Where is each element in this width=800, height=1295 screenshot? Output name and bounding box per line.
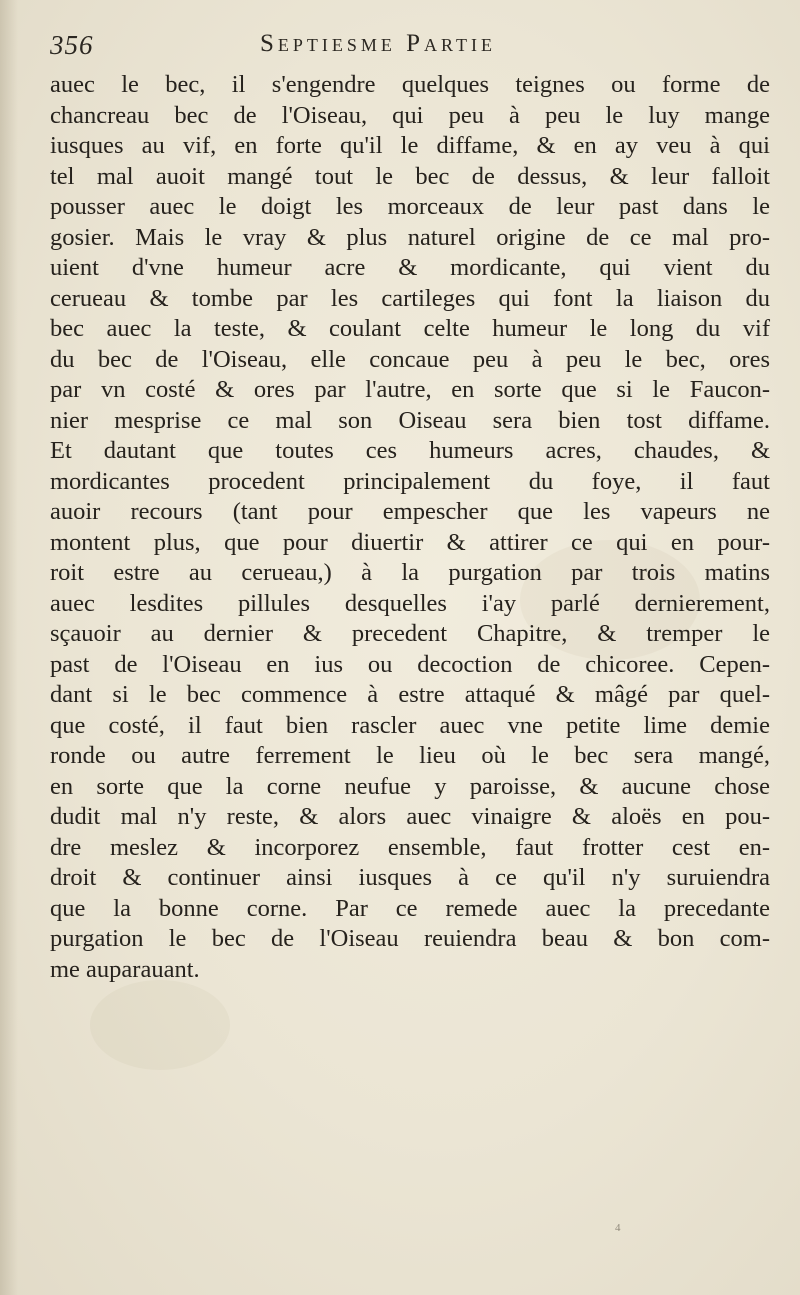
text-line: uient d'vne humeur acre & mordicante, qui vient du	[50, 254, 770, 281]
text-line: me auparauant.	[50, 955, 200, 983]
running-head	[50, 28, 750, 68]
text-line: purgation le bec de l'Oiseau reuiendra beau & bon com-	[50, 925, 770, 952]
text-line: chancreau bec de l'Oiseau, qui peu à peu le luy mange	[50, 101, 770, 129]
text-line: nier mesprise ce mal son Oiseau sera bien tost diffame.	[50, 406, 770, 434]
text-line: dre meslez & incorporez ensemble, faut frotter cest en-	[50, 833, 770, 861]
text-line: dant si le bec commence à estre attaqué & mâgé par quel-	[50, 681, 770, 708]
paper-stain	[90, 980, 230, 1070]
text-line: Et dautant que toutes ces humeurs acres, chaudes, &	[50, 437, 770, 464]
page-gutter-shadow	[0, 0, 18, 1295]
footer-mark: 4	[615, 1222, 621, 1234]
text-line: tel mal auoit mangé tout le bec de dessus, & leur falloit	[50, 162, 770, 190]
page-number: 356	[50, 30, 94, 60]
text-line: mordicantes procedent principalement du foye, il faut	[50, 467, 770, 495]
text-line: pousser auec le doigt les morceaux de leur past dans le	[50, 193, 770, 220]
text-line: auec le bec, il s'engendre quelques teignes ou forme de	[50, 71, 770, 98]
text-line: gosier. Mais le vray & plus naturel origine de ce mal pro-	[50, 223, 770, 251]
text-line: ronde ou autre ferrement le lieu où le bec sera mangé,	[50, 742, 770, 769]
text-line: que la bonne corne. Par ce remede auec la precedante	[50, 894, 770, 922]
text-line: auec lesdites pillules desquelles i'ay parlé dernierement,	[50, 589, 770, 617]
text-line: bec auec la teste, & coulant celte humeur le long du vif	[50, 315, 770, 342]
text-line: past de l'Oiseau en ius ou decoction de chicoree. Cepen-	[50, 650, 770, 678]
text-line: en sorte que la corne neufue y paroisse, & aucune chose	[50, 772, 770, 800]
text-line: montent plus, que pour diuertir & attirer ce qui en pour-	[50, 528, 770, 556]
text-line: iusques au vif, en forte qu'il le diffame, & en ay veu à qui	[50, 132, 770, 159]
text-line: par vn costé & ores par l'autre, en sorte que si le Faucon-	[50, 376, 770, 403]
text-line: roit estre au cerueau,) à la purgation par trois matins	[50, 559, 770, 586]
text-line: du bec de l'Oiseau, elle concaue peu à peu le bec, ores	[50, 345, 770, 373]
text-line: droit & continuer ainsi iusques à ce qu'il n'y suruiendra	[50, 864, 770, 891]
text-line: dudit mal n'y reste, & alors auec vinaigre & aloës en pou-	[50, 803, 770, 830]
text-line: cerueau & tombe par les cartileges qui font la liaison du	[50, 284, 770, 312]
text-line: sçauoir au dernier & precedent Chapitre, & tremper le	[50, 620, 770, 647]
section-title: Septiesme Partie	[260, 30, 496, 57]
text-line: que costé, il faut bien rascler auec vne petite lime demie	[50, 711, 770, 739]
text-line: auoir recours (tant pour empescher que les vapeurs ne	[50, 498, 770, 525]
body-text	[50, 70, 770, 985]
